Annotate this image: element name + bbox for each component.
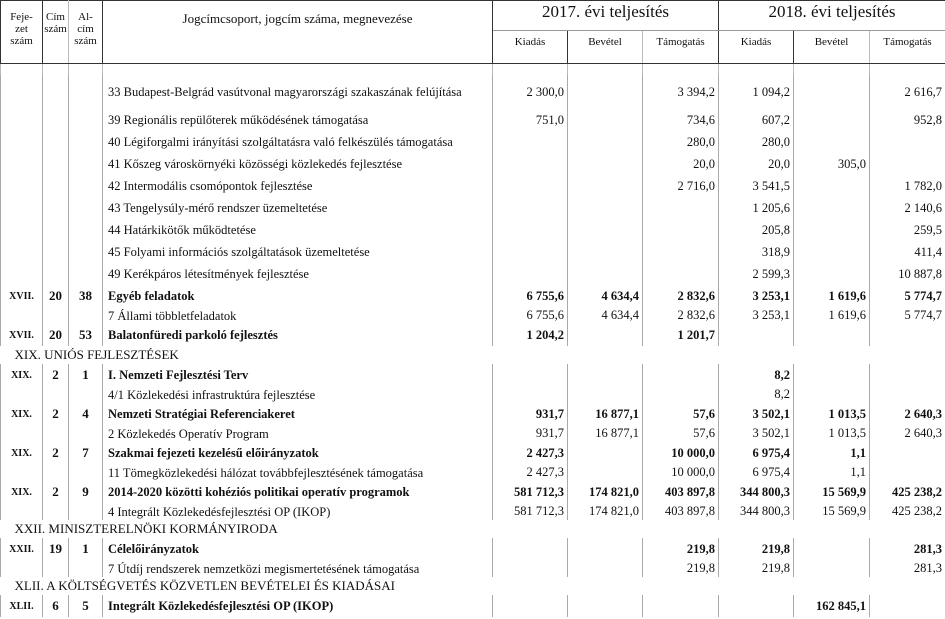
alcim-cell xyxy=(69,307,103,324)
kiadas-2018-value: 1 205,6 xyxy=(719,197,794,219)
table-row xyxy=(1,175,945,197)
item-name: 2 Közlekedés Operatív Program xyxy=(103,425,493,442)
bevetel-2017-value: 4 634,4 xyxy=(568,285,643,307)
cim-cell xyxy=(43,109,69,131)
tamogatas-2018-value xyxy=(870,386,945,403)
tamogatas-2017-value: 57,6 xyxy=(643,425,719,442)
bevetel-2018-value: 1 619,6 xyxy=(794,285,870,307)
item-name: 2014-2020 közötti kohéziós politikai operatív programok xyxy=(103,481,493,503)
bevetel-2017-value xyxy=(568,442,643,464)
kiadas-2018-value: 607,2 xyxy=(719,109,794,131)
section-title: XXII. MINISZTERELNÖKI KORMÁNYIRODA xyxy=(14,521,278,536)
tamogatas-2018-value xyxy=(870,153,945,175)
tamogatas-2018-value: 2 640,3 xyxy=(870,425,945,442)
kiadas-2018-value: 219,8 xyxy=(719,538,794,560)
item-name: Célelőirányzatok xyxy=(103,538,493,560)
cim-cell: 2 xyxy=(43,481,69,503)
table-row xyxy=(1,219,945,241)
alcim-cell: 9 xyxy=(69,481,103,503)
fejezet-cell xyxy=(1,241,43,263)
cim-cell xyxy=(43,263,69,285)
bevetel-2017-value xyxy=(568,109,643,131)
kiadas-2018-value: 219,8 xyxy=(719,560,794,577)
kiadas-2018-value: 344 800,3 xyxy=(719,503,794,520)
bevetel-2017-value xyxy=(568,219,643,241)
fejezet-cell: XIX. xyxy=(1,403,43,425)
table-row xyxy=(1,75,945,109)
tamogatas-2017-value xyxy=(643,241,719,263)
cim-cell: 20 xyxy=(43,324,69,346)
alcim-cell xyxy=(69,153,103,175)
kiadas-2017-value: 751,0 xyxy=(493,109,568,131)
cim-cell xyxy=(43,503,69,520)
kiadas-2018-value xyxy=(719,324,794,346)
item-name: I. Nemzeti Fejlesztési Terv xyxy=(103,364,493,386)
alcim-cell: 38 xyxy=(69,285,103,307)
kiadas-2018-value: 3 253,1 xyxy=(719,307,794,324)
fejezet-cell xyxy=(1,153,43,175)
bevetel-2018-value xyxy=(794,560,870,577)
kiadas-2018-value: 2 599,3 xyxy=(719,263,794,285)
item-name: 4/1 Közlekedési infrastruktúra fejlesztése xyxy=(103,386,493,403)
tamogatas-2017-value xyxy=(643,364,719,386)
kiadas-2018-value: 8,2 xyxy=(719,386,794,403)
tamogatas-2017-value: 20,0 xyxy=(643,153,719,175)
cim-cell xyxy=(43,241,69,263)
bevetel-2018-value xyxy=(794,131,870,153)
tamogatas-2018-value xyxy=(870,442,945,464)
alcim-cell xyxy=(69,197,103,219)
fejezet-cell xyxy=(1,219,43,241)
kiadas-2018-value: 6 975,4 xyxy=(719,442,794,464)
tamogatas-2018-value: 281,3 xyxy=(870,538,945,560)
fejezet-cell xyxy=(1,175,43,197)
kiadas-2017-value: 1 204,2 xyxy=(493,324,568,346)
tamogatas-2017-value: 2 832,6 xyxy=(643,307,719,324)
kiadas-2017-value: 931,7 xyxy=(493,403,568,425)
kiadas-2017-value: 2 427,3 xyxy=(493,464,568,481)
tamogatas-2018-value: 952,8 xyxy=(870,109,945,131)
kiadas-2017-value: 6 755,6 xyxy=(493,285,568,307)
table-body xyxy=(1,64,945,618)
fejezet-cell: XIX. xyxy=(1,364,43,386)
bevetel-2017-value: 174 821,0 xyxy=(568,481,643,503)
table-row xyxy=(1,364,945,386)
tamogatas-2018-value xyxy=(870,595,945,617)
fejezet-cell xyxy=(1,109,43,131)
bevetel-2017-value xyxy=(568,197,643,219)
kiadas-2018-value: 280,0 xyxy=(719,131,794,153)
fejezet-cell: XVII. xyxy=(1,324,43,346)
table-row xyxy=(1,595,945,617)
tamogatas-2018-value xyxy=(870,364,945,386)
cim-cell xyxy=(43,153,69,175)
bevetel-2018-value xyxy=(794,175,870,197)
alcim-cell: 1 xyxy=(69,364,103,386)
alcim-cell: 4 xyxy=(69,403,103,425)
table-row xyxy=(1,464,945,481)
section-title: XLII. A KÖLTSÉGVETÉS KÖZVETLEN BEVÉTELEI ÉS KIADÁSAI xyxy=(14,578,395,593)
cim-cell xyxy=(43,131,69,153)
item-name: 40 Légiforgalmi irányítási szolgáltatásra való felkészülés támogatása xyxy=(103,131,493,153)
item-name: 43 Tengelysúly-mérő rendszer üzemeltetése xyxy=(103,197,493,219)
header-col-kiadas-2017: Kiadás xyxy=(493,31,568,64)
section-title: XIX. UNIÓS FEJLESZTÉSEK xyxy=(14,347,179,362)
bevetel-2017-value xyxy=(568,175,643,197)
tamogatas-2017-value: 403 897,8 xyxy=(643,503,719,520)
tamogatas-2017-value xyxy=(643,263,719,285)
tamogatas-2017-value: 219,8 xyxy=(643,560,719,577)
fejezet-cell xyxy=(1,307,43,324)
table-row xyxy=(1,109,945,131)
cim-cell xyxy=(43,197,69,219)
header-col-tamogatas-2018: Támogatás xyxy=(870,31,945,64)
item-name: Integrált Közlekedésfejlesztési OP (IKOP) xyxy=(103,595,493,617)
header-col-bevetel-2018: Bevétel xyxy=(794,31,870,64)
header-year-2017: 2017. évi teljesítés xyxy=(493,1,719,31)
header-alcim: Al- cím szám xyxy=(69,1,103,64)
header-col-kiadas-2018: Kiadás xyxy=(719,31,794,64)
header-col-tamogatas-2017: Támogatás xyxy=(643,31,719,64)
fejezet-cell xyxy=(1,560,43,577)
tamogatas-2017-value: 3 394,2 xyxy=(643,75,719,109)
kiadas-2018-value: 20,0 xyxy=(719,153,794,175)
table-row xyxy=(1,285,945,307)
table-row xyxy=(1,386,945,403)
tamogatas-2018-value: 1 782,0 xyxy=(870,175,945,197)
bevetel-2017-value xyxy=(568,464,643,481)
tamogatas-2017-value: 10 000,0 xyxy=(643,464,719,481)
alcim-cell xyxy=(69,386,103,403)
fejezet-cell xyxy=(1,131,43,153)
cim-cell xyxy=(43,386,69,403)
fejezet-cell xyxy=(1,386,43,403)
kiadas-2017-value xyxy=(493,386,568,403)
item-name: Szakmai fejezeti kezelésű előirányzatok xyxy=(103,442,493,464)
bevetel-2018-value xyxy=(794,197,870,219)
item-name: 45 Folyami információs szolgáltatások üzemeltetése xyxy=(103,241,493,263)
item-name: 7 Állami többletfeladatok xyxy=(103,307,493,324)
table-row xyxy=(1,324,945,346)
kiadas-2017-value: 581 712,3 xyxy=(493,503,568,520)
item-name: 42 Intermodális csomópontok fejlesztése xyxy=(103,175,493,197)
kiadas-2017-value xyxy=(493,131,568,153)
alcim-cell xyxy=(69,109,103,131)
bevetel-2018-value: 162 845,1 xyxy=(794,595,870,617)
cim-cell: 19 xyxy=(43,538,69,560)
section-header-row xyxy=(1,346,945,364)
header-title: Jogcímcsoport, jogcím száma, megnevezése xyxy=(103,1,493,64)
alcim-cell xyxy=(69,263,103,285)
bevetel-2017-value xyxy=(568,131,643,153)
bevetel-2018-value: 15 569,9 xyxy=(794,481,870,503)
bevetel-2018-value: 1 619,6 xyxy=(794,307,870,324)
kiadas-2017-value xyxy=(493,153,568,175)
table-row xyxy=(1,503,945,520)
item-name: 4 Integrált Közlekedésfejlesztési OP (IKOP) xyxy=(103,503,493,520)
tamogatas-2018-value: 5 774,7 xyxy=(870,285,945,307)
tamogatas-2018-value xyxy=(870,131,945,153)
bevetel-2017-value xyxy=(568,386,643,403)
item-name: 49 Kerékpáros létesítmények fejlesztése xyxy=(103,263,493,285)
bevetel-2018-value xyxy=(794,386,870,403)
kiadas-2018-value: 6 975,4 xyxy=(719,464,794,481)
table-row xyxy=(1,263,945,285)
cim-cell xyxy=(43,175,69,197)
kiadas-2017-value xyxy=(493,364,568,386)
table-row xyxy=(1,538,945,560)
fejezet-cell: XIX. xyxy=(1,481,43,503)
fejezet-cell: XXII. xyxy=(1,538,43,560)
section-header-row xyxy=(1,520,945,538)
tamogatas-2017-value xyxy=(643,197,719,219)
bevetel-2017-value xyxy=(568,538,643,560)
kiadas-2017-value xyxy=(493,263,568,285)
tamogatas-2017-value: 219,8 xyxy=(643,538,719,560)
table-row xyxy=(1,307,945,324)
tamogatas-2018-value: 5 774,7 xyxy=(870,307,945,324)
alcim-cell xyxy=(69,75,103,109)
table-row xyxy=(1,481,945,503)
table-row xyxy=(1,197,945,219)
bevetel-2018-value: 1,1 xyxy=(794,442,870,464)
table-row xyxy=(1,560,945,577)
item-name: 39 Regionális repülőterek működésének támogatása xyxy=(103,109,493,131)
alcim-cell xyxy=(69,175,103,197)
bevetel-2017-value xyxy=(568,241,643,263)
tamogatas-2017-value: 403 897,8 xyxy=(643,481,719,503)
item-name: 44 Határkikötők működtetése xyxy=(103,219,493,241)
alcim-cell xyxy=(69,425,103,442)
kiadas-2017-value xyxy=(493,560,568,577)
fejezet-cell: XVII. xyxy=(1,285,43,307)
cim-cell xyxy=(43,560,69,577)
fejezet-cell xyxy=(1,263,43,285)
table-row xyxy=(1,131,945,153)
tamogatas-2017-value: 2 832,6 xyxy=(643,285,719,307)
bevetel-2018-value xyxy=(794,241,870,263)
kiadas-2018-value: 8,2 xyxy=(719,364,794,386)
kiadas-2017-value xyxy=(493,197,568,219)
bevetel-2018-value xyxy=(794,219,870,241)
fejezet-cell xyxy=(1,75,43,109)
tamogatas-2018-value: 425 238,2 xyxy=(870,481,945,503)
cim-cell: 2 xyxy=(43,442,69,464)
kiadas-2017-value: 2 427,3 xyxy=(493,442,568,464)
bevetel-2018-value: 1,1 xyxy=(794,464,870,481)
alcim-cell xyxy=(69,503,103,520)
kiadas-2018-value: 318,9 xyxy=(719,241,794,263)
kiadas-2018-value: 3 502,1 xyxy=(719,425,794,442)
bevetel-2018-value: 1 013,5 xyxy=(794,403,870,425)
bevetel-2017-value: 16 877,1 xyxy=(568,403,643,425)
header-cim: Cím szám xyxy=(43,1,69,64)
cim-cell: 2 xyxy=(43,364,69,386)
bevetel-2017-value xyxy=(568,560,643,577)
kiadas-2017-value xyxy=(493,595,568,617)
bevetel-2017-value: 174 821,0 xyxy=(568,503,643,520)
cim-cell xyxy=(43,425,69,442)
alcim-cell xyxy=(69,464,103,481)
fejezet-cell xyxy=(1,425,43,442)
kiadas-2018-value: 3 541,5 xyxy=(719,175,794,197)
tamogatas-2018-value: 425 238,2 xyxy=(870,503,945,520)
kiadas-2017-value xyxy=(493,241,568,263)
alcim-cell: 1 xyxy=(69,538,103,560)
tamogatas-2017-value xyxy=(643,595,719,617)
kiadas-2018-value: 205,8 xyxy=(719,219,794,241)
table-row xyxy=(1,442,945,464)
alcim-cell xyxy=(69,131,103,153)
kiadas-2017-value: 931,7 xyxy=(493,425,568,442)
bevetel-2017-value xyxy=(568,364,643,386)
cim-cell: 2 xyxy=(43,403,69,425)
cim-cell: 6 xyxy=(43,595,69,617)
kiadas-2017-value: 581 712,3 xyxy=(493,481,568,503)
kiadas-2018-value: 3 253,1 xyxy=(719,285,794,307)
cim-cell xyxy=(43,307,69,324)
fejezet-cell xyxy=(1,197,43,219)
alcim-cell: 53 xyxy=(69,324,103,346)
tamogatas-2018-value: 259,5 xyxy=(870,219,945,241)
kiadas-2018-value: 344 800,3 xyxy=(719,481,794,503)
alcim-cell xyxy=(69,219,103,241)
bevetel-2017-value: 4 634,4 xyxy=(568,307,643,324)
tamogatas-2018-value: 281,3 xyxy=(870,560,945,577)
bevetel-2018-value xyxy=(794,538,870,560)
item-name: 7 Útdíj rendszerek nemzetközi megismertetésének támogatása xyxy=(103,560,493,577)
kiadas-2017-value xyxy=(493,538,568,560)
tamogatas-2018-value: 411,4 xyxy=(870,241,945,263)
bevetel-2018-value xyxy=(794,75,870,109)
fejezet-cell xyxy=(1,464,43,481)
tamogatas-2017-value: 2 716,0 xyxy=(643,175,719,197)
bevetel-2018-value xyxy=(794,364,870,386)
bevetel-2017-value: 16 877,1 xyxy=(568,425,643,442)
item-name: 11 Tömegközlekedési hálózat továbbfejlesztésének támogatása xyxy=(103,464,493,481)
tamogatas-2018-value: 2 140,6 xyxy=(870,197,945,219)
bevetel-2017-value xyxy=(568,153,643,175)
tamogatas-2017-value: 280,0 xyxy=(643,131,719,153)
kiadas-2017-value: 6 755,6 xyxy=(493,307,568,324)
cim-cell xyxy=(43,75,69,109)
tamogatas-2017-value: 734,6 xyxy=(643,109,719,131)
header-col-bevetel-2017: Bevétel xyxy=(568,31,643,64)
table-row xyxy=(1,153,945,175)
table-row xyxy=(1,241,945,263)
alcim-cell xyxy=(69,241,103,263)
fejezet-cell: XIX. xyxy=(1,442,43,464)
cim-cell: 20 xyxy=(43,285,69,307)
tamogatas-2017-value: 57,6 xyxy=(643,403,719,425)
tamogatas-2017-value xyxy=(643,219,719,241)
tamogatas-2018-value: 2 640,3 xyxy=(870,403,945,425)
section-header-row xyxy=(1,577,945,595)
bevetel-2018-value: 15 569,9 xyxy=(794,503,870,520)
bevetel-2017-value xyxy=(568,75,643,109)
tamogatas-2017-value: 10 000,0 xyxy=(643,442,719,464)
bevetel-2018-value: 1 013,5 xyxy=(794,425,870,442)
table-row xyxy=(1,425,945,442)
header-year-2018: 2018. évi teljesítés xyxy=(719,1,945,31)
alcim-cell: 7 xyxy=(69,442,103,464)
item-name: Egyéb feladatok xyxy=(103,285,493,307)
cim-cell xyxy=(43,464,69,481)
bevetel-2017-value xyxy=(568,324,643,346)
tamogatas-2018-value: 2 616,7 xyxy=(870,75,945,109)
kiadas-2017-value xyxy=(493,175,568,197)
kiadas-2017-value xyxy=(493,219,568,241)
bevetel-2018-value xyxy=(794,263,870,285)
kiadas-2017-value: 2 300,0 xyxy=(493,75,568,109)
bevetel-2018-value xyxy=(794,324,870,346)
bevetel-2017-value xyxy=(568,595,643,617)
item-name: Nemzeti Stratégiai Referenciakeret xyxy=(103,403,493,425)
kiadas-2018-value: 3 502,1 xyxy=(719,403,794,425)
item-name: Balatonfüredi parkoló fejlesztés xyxy=(103,324,493,346)
header-fejezet: Feje- zet szám xyxy=(1,1,43,64)
alcim-cell xyxy=(69,560,103,577)
table-row xyxy=(1,403,945,425)
fejezet-cell xyxy=(1,503,43,520)
tamogatas-2018-value xyxy=(870,324,945,346)
bevetel-2018-value xyxy=(794,109,870,131)
bevetel-2018-value: 305,0 xyxy=(794,153,870,175)
alcim-cell: 5 xyxy=(69,595,103,617)
tamogatas-2017-value xyxy=(643,386,719,403)
kiadas-2018-value xyxy=(719,595,794,617)
fejezet-cell: XLII. xyxy=(1,595,43,617)
tamogatas-2017-value: 1 201,7 xyxy=(643,324,719,346)
bevetel-2017-value xyxy=(568,263,643,285)
kiadas-2018-value: 1 094,2 xyxy=(719,75,794,109)
item-name: 41 Kőszeg városkörnyéki közösségi közlekedés fejlesztése xyxy=(103,153,493,175)
tamogatas-2018-value xyxy=(870,464,945,481)
item-name: 33 Budapest-Belgrád vasútvonal magyarországi szakaszának felújítása xyxy=(103,75,493,109)
cim-cell xyxy=(43,219,69,241)
tamogatas-2018-value: 10 887,8 xyxy=(870,263,945,285)
